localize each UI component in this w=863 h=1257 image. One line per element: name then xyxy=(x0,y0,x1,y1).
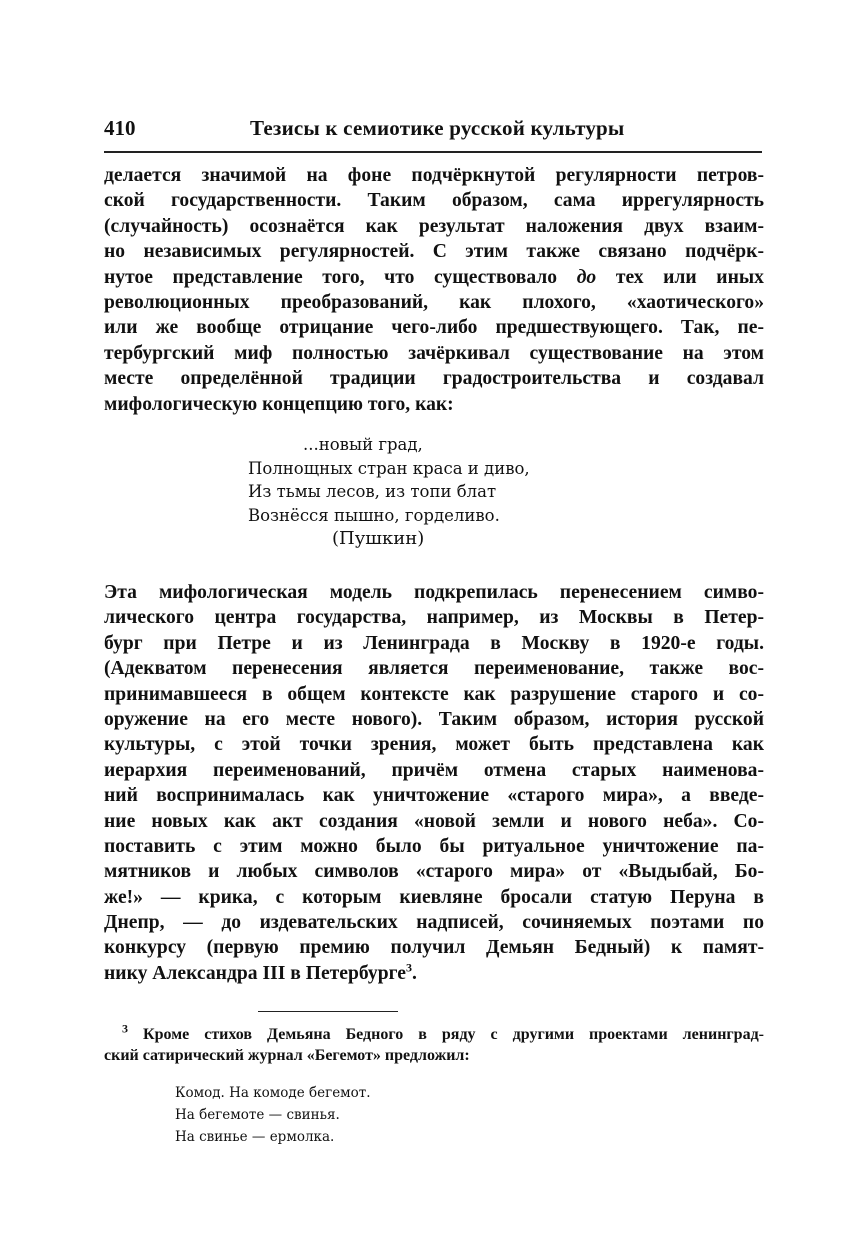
verse-attribution: (Пушкин) xyxy=(332,528,425,549)
verse-line: Вознёсся пышно, горделиво. xyxy=(248,505,500,525)
verse-line: На бегемоте — свинья. xyxy=(175,1107,340,1123)
text-line: (случайность) осознаётся как результат наложения двух взаим- xyxy=(104,215,764,237)
text-line: или же вообще отрицание чего-либо предшествующего. Так, пе- xyxy=(104,317,764,339)
text-line: принимавшееся в общем контексте как разрушение старого и со- xyxy=(104,683,764,705)
text-line: мифологическую концепцию того, как: xyxy=(104,393,454,415)
text-line: революционных преобразований, как плохого, «хаотического» xyxy=(104,291,764,313)
text-line: оружение на его месте нового). Таким образом, история русской xyxy=(104,708,764,730)
text-line: делается значимой на фоне подчёркнутой регулярности петров- xyxy=(104,165,764,186)
verse-line: ...новый град, xyxy=(303,435,423,454)
page-header xyxy=(104,116,764,146)
text-segment: нику Александра III в Петербурге xyxy=(104,962,406,984)
text-segment: нутое представление того, что существовало xyxy=(104,266,558,288)
paragraph-2 xyxy=(104,580,764,986)
text-line: ний воспринималась как уничтожение «старого мира», а введе- xyxy=(104,785,764,807)
text-line: Днепр, — до издевательских надписей, сочиняемых поэтами по xyxy=(104,912,764,934)
text-line: иерархия переименований, причём отмена старых наименова- xyxy=(104,759,764,781)
verse-line: Комод. На комоде бегемот. xyxy=(175,1085,371,1101)
text-line: ской государственности. Таким образом, сама иррегулярность xyxy=(104,190,764,212)
paragraph-1 xyxy=(104,163,764,417)
text-line: Эта мифологическая модель подкрепилась перенесением симво- xyxy=(104,582,764,603)
text-segment: тех или иных xyxy=(615,266,764,288)
text-line: но независимых регулярностей. С этим также связано подчёрк- xyxy=(104,241,764,263)
footnote-reference[interactable]: 3 xyxy=(405,960,412,975)
text-line: мятников и любых символов «старого мира» от «Выдыбай, Бо- xyxy=(104,861,764,883)
italic-word: до xyxy=(576,266,597,288)
footnote-line xyxy=(104,1021,764,1045)
footnote-verse xyxy=(175,1082,371,1148)
text-line: конкурсу (первую премию получил Демьян Бедный) к памят- xyxy=(104,937,764,959)
verse-line: Из тьмы лесов, из топи блат xyxy=(248,482,497,501)
footnote-rule xyxy=(258,1011,398,1012)
text-line xyxy=(104,265,764,290)
text-line: (Адекватом перенесения является переименование, также вос- xyxy=(104,658,764,680)
verse-line: На свинье — ермолка. xyxy=(175,1129,335,1145)
pushkin-quote xyxy=(248,433,530,551)
text-segment: . xyxy=(411,962,417,984)
header-rule xyxy=(104,151,762,153)
text-line: культуры, с этой точки зрения, может быть представлена как xyxy=(104,734,764,756)
text-line: ние новых как акт создания «новой земли и нового неба». Со- xyxy=(104,810,764,832)
verse-line: Полнощных стран краса и диво, xyxy=(248,458,530,478)
text-line: поставить с этим можно было бы ритуальное уничтожение па- xyxy=(104,835,764,857)
running-title: Тезисы к семиотике русской культуры xyxy=(250,116,625,140)
text-line: бург при Петре и из Ленинграда в Москву в 1920-е годы. xyxy=(104,632,764,654)
text-line: тербургский миф полностью зачёркивал существование на этом xyxy=(104,342,764,364)
footnote-line: ский сатирический журнал «Бегемот» предложил: xyxy=(104,1047,470,1064)
text-line: лического центра государства, например, из Москвы в Петер- xyxy=(104,607,764,629)
text-line: месте определённой традиции градостроительства и создавал xyxy=(104,368,764,390)
text-segment: Кроме стихов Демьяна Бедного в ряду с другими проектами ленинград- xyxy=(143,1026,764,1043)
text-line: же!» — крика, с которым киевляне бросали статую Перуна в xyxy=(104,886,764,908)
footnote-marker: 3 xyxy=(122,1021,128,1036)
page-number: 410 xyxy=(104,116,136,140)
footnote xyxy=(104,1021,764,1066)
text-line xyxy=(104,961,764,986)
